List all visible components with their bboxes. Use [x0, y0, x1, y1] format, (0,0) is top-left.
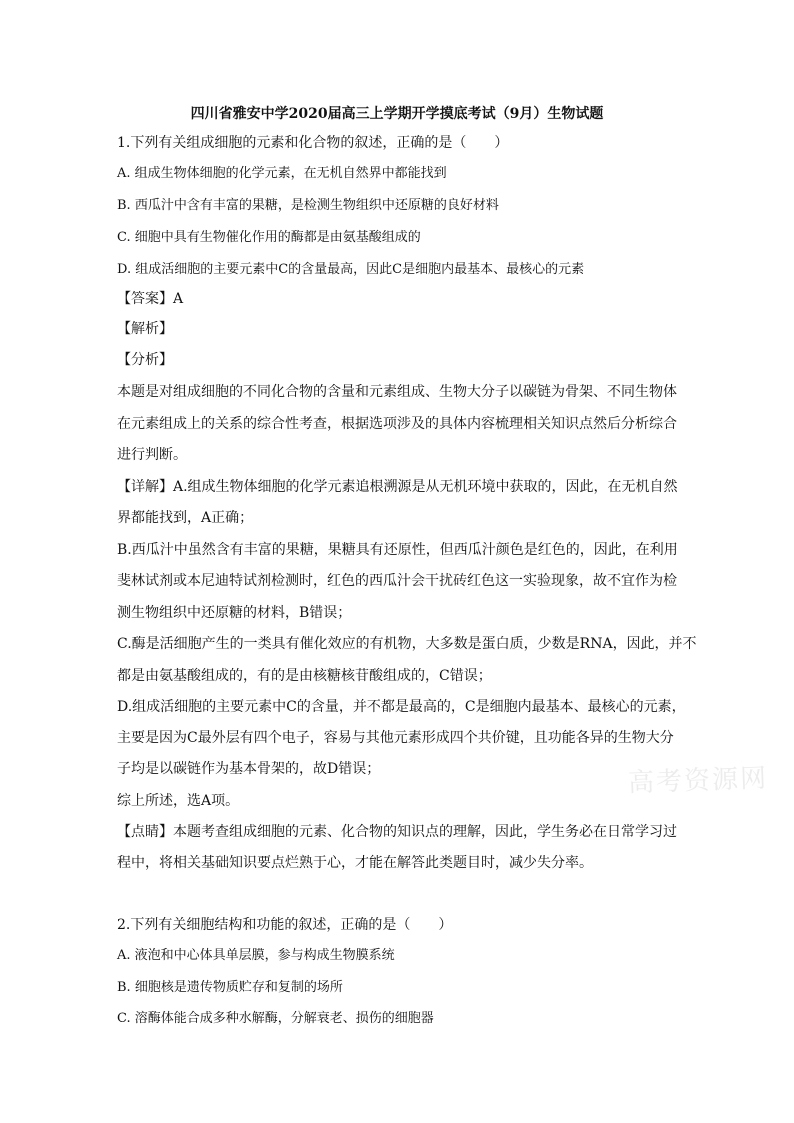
- detail-line: 主要是因为C最外层有四个电子，容易与其他元素形成四个共价键，且功能各异的生物大分: [117, 730, 674, 746]
- key-point-line: 程中，将相关基础知识要点烂熟于心，才能在解答此类题目时，减少失分率。: [117, 855, 593, 871]
- analysis-label: 【解析】: [117, 321, 173, 337]
- answer-label: 【答案】A: [117, 291, 184, 307]
- detail-line: C.酶是活细胞产生的一类具有催化效应的有机物，大多数是蛋白质，少数是RNA，因此，并不: [117, 636, 697, 652]
- breakdown-label: 【分析】: [117, 352, 173, 368]
- detail-line: 测生物组织中还原糖的材料，B错误；: [117, 605, 352, 621]
- paragraph-line: 进行判断。: [117, 447, 187, 463]
- question-1-option-a: A. 组成生物体细胞的化学元素，在无机自然界中都能找到: [117, 166, 447, 181]
- question-2-stem: 2.下列有关细胞结构和功能的叙述，正确的是（ ）: [117, 917, 453, 933]
- summary-line: 综上所述，选A项。: [117, 793, 240, 809]
- question-1-option-c: C. 细胞中具有生物催化作用的酶都是由氨基酸组成的: [117, 230, 421, 245]
- detail-line: 【详解】A.组成生物体细胞的化学元素追根溯源是从无机环境中获取的，因此，在无机自然: [117, 479, 678, 495]
- detail-line: D.组成活细胞的主要元素中C的含量，并不都是最高的，C是细胞内最基本、最核心的元素，: [117, 699, 686, 715]
- paragraph-line: 在元素组成上的关系的综合性考查，根据选项涉及的具体内容梳理相关知识点然后分析综合: [117, 416, 677, 432]
- watermark: 高考资源网: [627, 763, 769, 799]
- paragraph-line: 本题是对组成细胞的不同化合物的含量和元素组成、生物大分子以碳链为骨架、不同生物体: [117, 384, 677, 400]
- detail-line: B.西瓜汁中虽然含有丰富的果糖，果糖具有还原性，但西瓜汁颜色是红色的，因此，在利用: [117, 542, 678, 558]
- detail-line: 子均是以碳链作为基本骨架的，故D错误；: [117, 761, 381, 777]
- question-2-option-a: A. 液泡和中心体具单层膜，参与构成生物膜系统: [117, 948, 395, 963]
- question-1-option-b: B. 西瓜汁中含有丰富的果糖，是检测生物组织中还原糖的良好材料: [117, 198, 499, 213]
- question-1-stem: 1.下列有关组成细胞的元素和化合物的叙述，正确的是（ ）: [117, 135, 509, 151]
- document-title: 四川省雅安中学2020届高三上学期开学摸底考试（9月）生物试题: [190, 106, 604, 122]
- question-1-option-d: D. 组成活细胞的主要元素中C的含量最高，因此C是细胞内最基本、最核心的元素: [117, 262, 585, 277]
- detail-line: 斐林试剂或本尼迪特试剂检测时，红色的西瓜汁会干扰砖红色这一实验现象，故不宜作为检: [117, 573, 677, 589]
- question-2-option-c: C. 溶酶体能合成多种水解酶，分解衰老、损伤的细胞器: [117, 1011, 434, 1026]
- detail-line: 都是由氨基酸组成的，有的是由核糖核苷酸组成的，C错误；: [117, 668, 492, 684]
- key-point-line: 【点睛】本题考查组成细胞的元素、化合物的知识点的理解，因此，学生务必在日常学习过: [117, 824, 677, 840]
- detail-line: 界都能找到，A正确；: [117, 510, 254, 526]
- question-2-option-b: B. 细胞核是遗传物质贮存和复制的场所: [117, 980, 343, 995]
